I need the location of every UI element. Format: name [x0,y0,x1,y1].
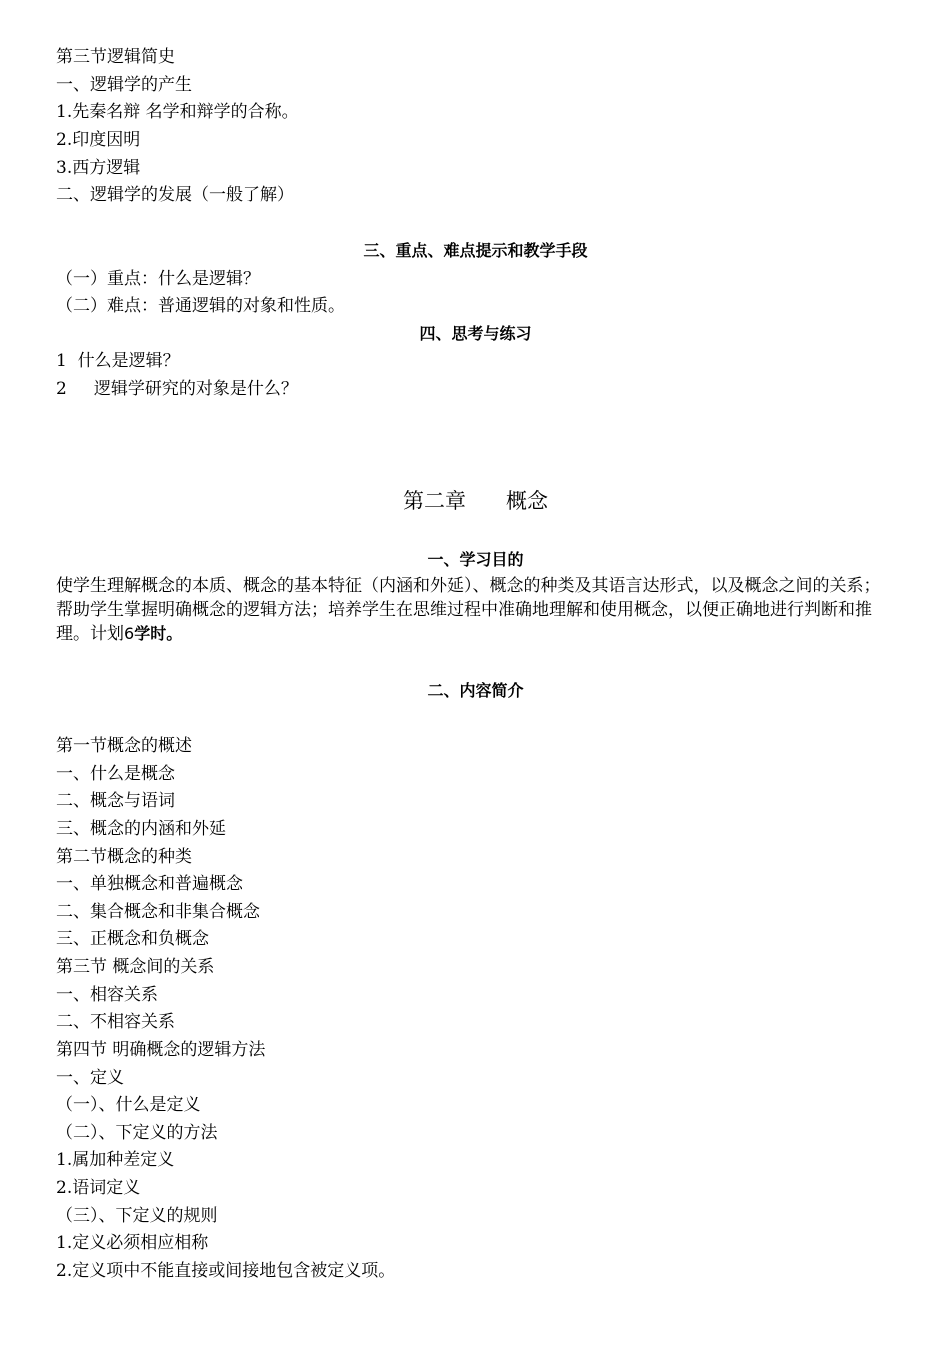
outline-item: 一、什么是概念 [56,764,175,784]
exercise-item: 2 逻辑学研究的对象是什么？ [56,379,298,399]
outline-item: 1.定义必须相应相称 [56,1233,209,1253]
goals-paragraph [56,575,896,647]
outline-item: 第二节概念的种类 [56,847,192,867]
section-title: 第三节逻辑简史 [56,47,175,67]
outline-item: 二、逻辑学的发展（一般了解） [56,185,294,205]
outline-item: 一、定义 [56,1068,124,1088]
outline-item: 一、逻辑学的产生 [56,75,192,95]
outline-item: 1.属加种差定义 [56,1150,175,1170]
outline-item: 一、相容关系 [56,985,158,1005]
goals-hours-number: 6 [124,624,135,643]
outline-item: （一）、什么是定义 [56,1095,201,1115]
chapter-title: 第二章 概念 [402,489,549,513]
outline-item: （三）、下定义的规则 [56,1206,218,1226]
outline-item: 第三节 概念间的关系 [56,957,215,977]
outline-item: 第四节 明确概念的逻辑方法 [56,1040,266,1060]
outline-item: 3.西方逻辑 [56,158,141,178]
outline-item: 第一节概念的概述 [56,736,192,756]
outline-item: 2.定义项中不能直接或间接地包含被定义项。 [56,1261,396,1281]
outline-item: 三、正概念和负概念 [56,929,209,949]
outline-item: 2.语词定义 [56,1178,141,1198]
keypoint-item: （二）难点：普通逻辑的对象和性质。 [56,296,345,316]
heading-keypoints: 三、重点、难点提示和教学手段 [363,241,588,260]
goals-hours-unit: 学时。 [134,624,183,643]
outline-item: 2.印度因明 [56,130,141,150]
outline-item: （二）、下定义的方法 [56,1123,218,1143]
outline-item: 二、不相容关系 [56,1012,175,1032]
goals-text: 使学生理解概念的本质、概念的基本特征（内涵和外延）、概念的种类及其语言达形式，以及概念之间的关系；帮助学生掌握明确概念的逻辑方法；培养学生在思维过程中准确地理解和使用概念，以便正确地进行判断和推理。计划 [56,576,881,644]
heading-content: 二、内容简介 [427,681,524,700]
outline-item: 三、概念的内涵和外延 [56,819,226,839]
outline-item: 二、集合概念和非集合概念 [56,902,260,922]
exercise-item: 1 什么是逻辑？ [56,351,180,371]
outline-item: 一、单独概念和普遍概念 [56,874,243,894]
outline-item: 二、概念与语词 [56,791,175,811]
outline-item: 1.先秦名辩 名学和辩学的合称。 [56,102,299,122]
heading-exercises: 四、思考与练习 [419,324,532,343]
heading-goals: 一、学习目的 [427,550,524,569]
keypoint-item: （一）重点：什么是逻辑？ [56,269,260,289]
